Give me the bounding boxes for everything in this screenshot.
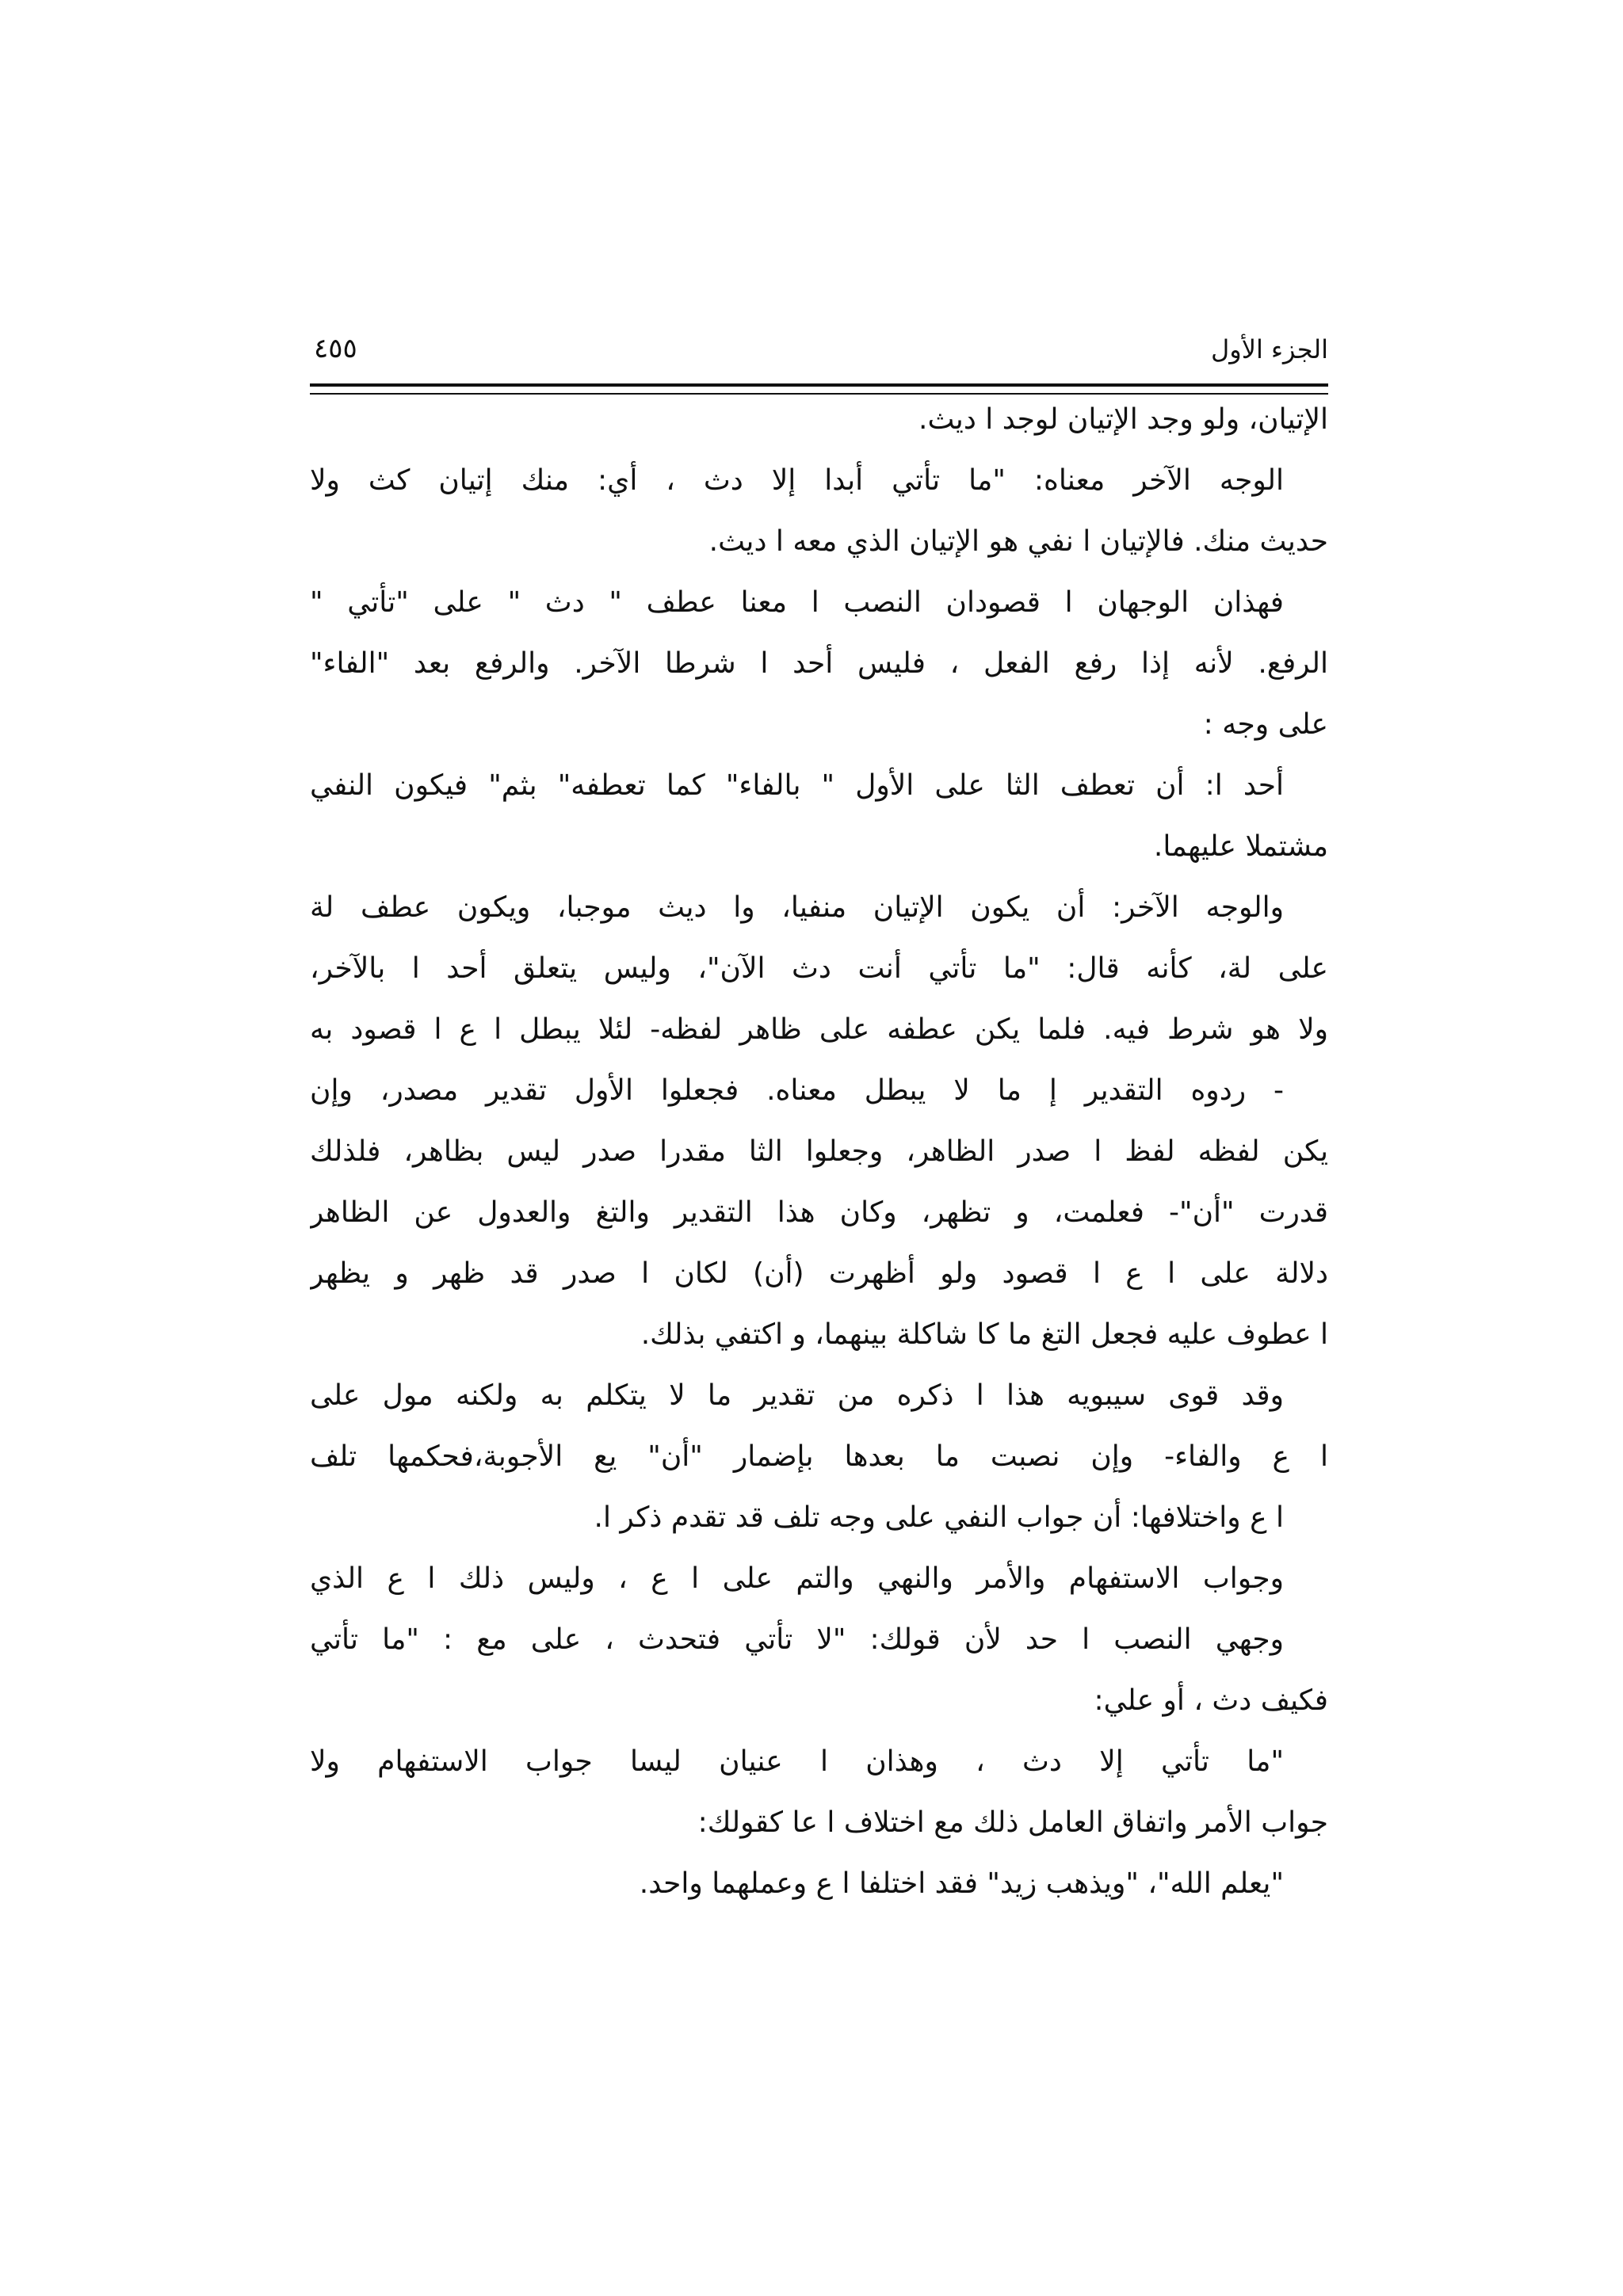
text-line: على لة، كأنه قال: "ما تأتي أنت دث الآن"، وليس يتعلق أحد ا بالآخر، [310, 952, 1328, 985]
text-line: يكن لفظه لفظ ا صدر الظاهر، وجعلوا الثا مقدرا صدر ليس بظاهر، فلذلك [310, 1135, 1328, 1168]
text-line: قدرت "أن"- فعلمت، و تظهر، وكان هذا التقدير والتغ والعدول عن الظاهر [310, 1196, 1328, 1229]
text-line: الرفع. لأنه إذا رفع الفعل ، فليس أحد ا شرطا الآخر. والرفع بعد "الفاء" [310, 647, 1328, 680]
text-line: وجواب الاستفهام والأمر والنهي والتم على ا ع ، وليس ذلك ا ع الذي [310, 1562, 1284, 1595]
text-line: جواب الأمر واتفاق العامل ذلك مع اختلاف ا عا كقولك: [697, 1806, 1328, 1839]
text-line: ا عطوف عليه فجعل التغ ما كا شاكلة بينهما، و اكتفي بذلك. [640, 1318, 1328, 1351]
text-line: الوجه الآخر معناه: "ما تأتي أبدا إلا دث ، أي: منك إتيان كث ولا [310, 464, 1284, 497]
text-line: "يعلم الله"، "ويذهب زيد" فقد اختلفا ا ع وعملهما واحد. [639, 1867, 1284, 1900]
text-line: فهذان الوجهان ا قصودان النصب ا معنا عطف " دث " على "تأتي " [310, 586, 1284, 619]
text-line: ا ع والفاء- وإن نصبت ما بعدها بإضمار "أن" يع الأجوبة،فحكمها تلف [310, 1440, 1328, 1473]
text-line: "ما تأتي إلا دث ، وهذان ا عنيان ليسا جواب الاستفهام ولا [310, 1745, 1284, 1778]
text-line: حديث منك. فالإتيان ا نفي هو الإتيان الذي معه ا ديث. [708, 525, 1328, 558]
text-line: مشتملا عليهما. [1153, 830, 1328, 863]
text-line: على وجه : [1203, 708, 1328, 741]
text-line: وقد قوى سيبويه هذا ا ذكره من تقدير ما لا يتكلم به ولكنه مول على [310, 1379, 1284, 1412]
text-line: - ردوه التقدير إ ما لا يبطل معناه. فجعلوا الأول تقدير مصدر، وإن [310, 1074, 1284, 1107]
text-line: والوجه الآخر: أن يكون الإتيان منفيا، وا ديث موجبا، ويكون عطف لة [310, 891, 1284, 924]
text-line: ولا هو شرط فيه. فلما يكن عطفه على ظاهر لفظه- لئلا يبطل ا ع ا قصود به [310, 1013, 1328, 1046]
page-number: ٤٥٥ [314, 333, 357, 364]
header-rule-thick [310, 383, 1328, 387]
body-text [310, 389, 1328, 1914]
text-line: ا ع واختلافها: أن جواب النفي على وجه تلف قد تقدم ذكر ا. [594, 1501, 1284, 1534]
text-line: دلالة على ا ع ا قصود ولو أظهرت (أن) لكان ا صدر قد ظهر و يظهر [310, 1257, 1328, 1290]
text-line: فكيف دث ، أو علي: [1094, 1684, 1328, 1717]
text-line: أحد ا: أن تعطف الثا على الأول " بالفاء" كما تعطفه" بثم" فيكون النفي [310, 769, 1284, 802]
running-head: الجزء الأول [1210, 334, 1328, 364]
text-line: وجهي النصب ا حد لأن قولك: "لا تأتي فتحدث ، على مع : "ما تأتي [310, 1623, 1284, 1656]
text-line: الإتيان، ولو وجد الإتيان لوجد ا ديث. [918, 403, 1328, 436]
